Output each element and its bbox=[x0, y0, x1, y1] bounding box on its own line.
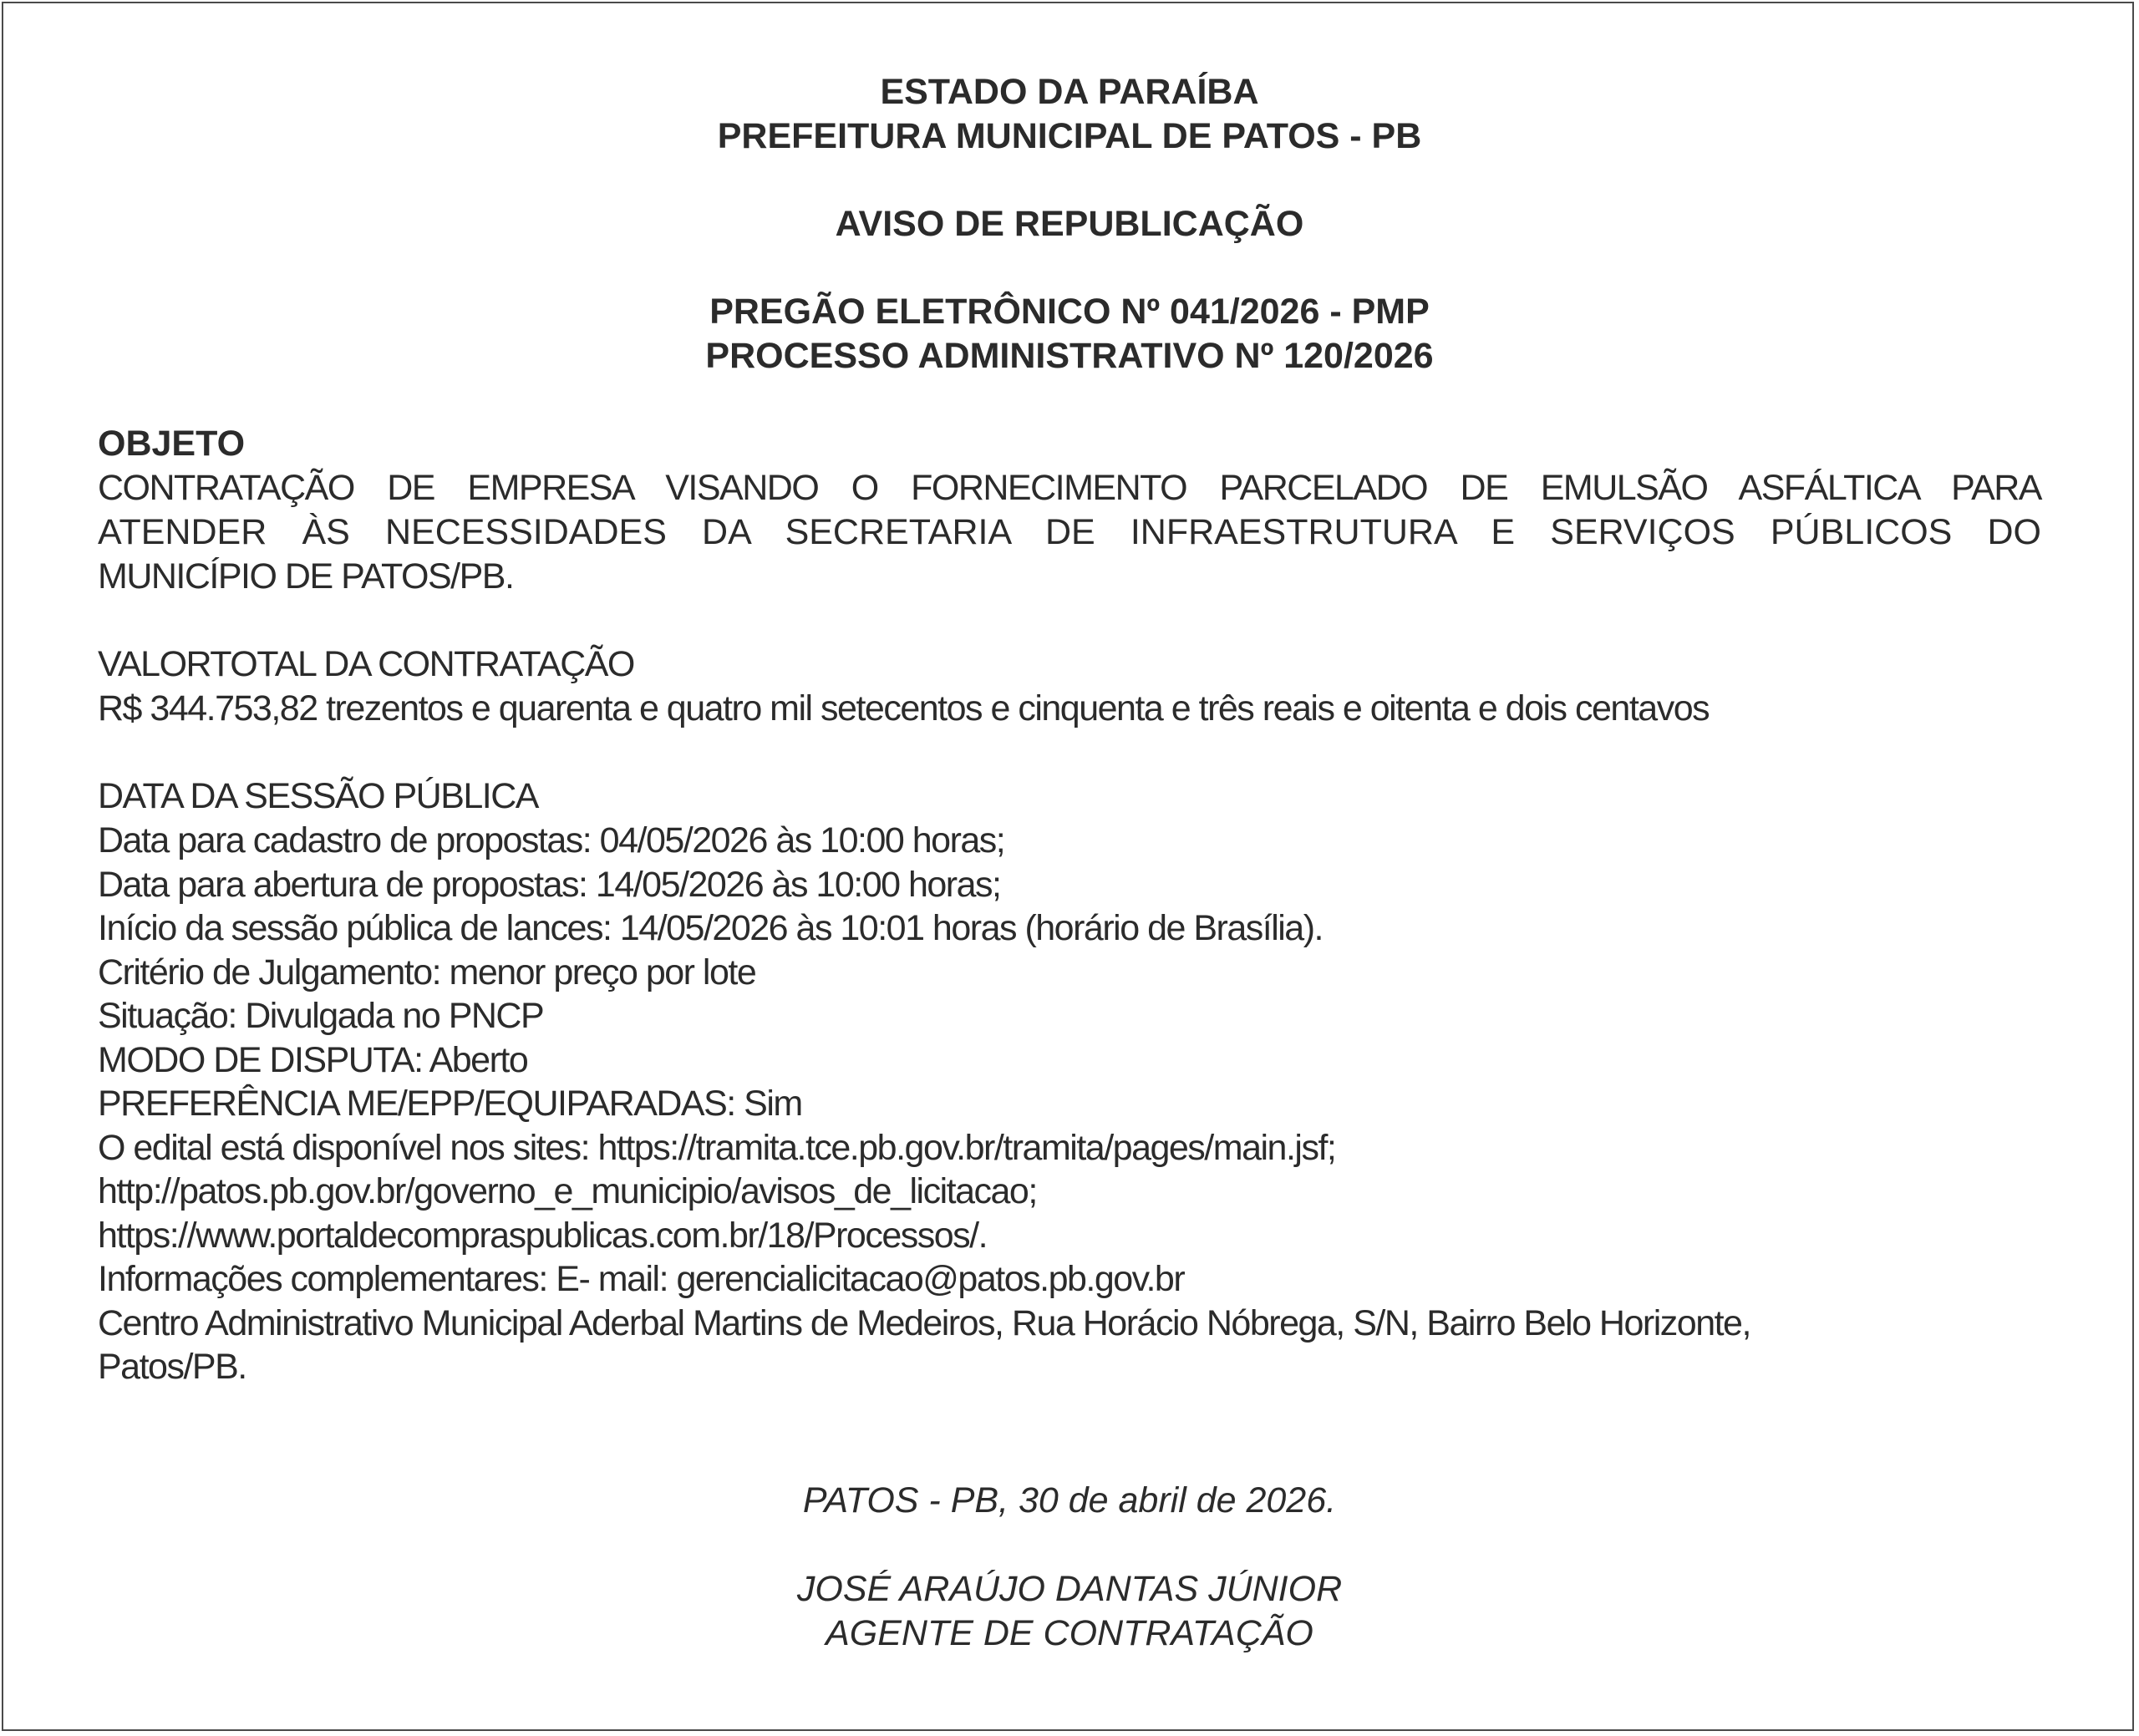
sessao-line: Critério de Julgamento: menor preço por lote bbox=[98, 952, 756, 992]
valor-text: R$ 344.753,82 trezentos e quarenta e quatro mil setecentos e cinquenta e três reais e oitenta e dois centavos bbox=[98, 688, 1710, 728]
processo-number: PROCESSO ADMINISTRATIVO Nº 120/2026 bbox=[705, 336, 1434, 376]
place-date: PATOS - PB, 30 de abril de 2026. bbox=[802, 1480, 1337, 1520]
sessao-line: PREFERÊNCIA ME/EPP/EQUIPARADAS: Sim bbox=[98, 1084, 802, 1124]
signer-name: JOSÉ ARAÚJO DANTAS JÚNIOR bbox=[796, 1569, 1343, 1609]
sessao-line: https://www.portaldecompraspublicas.com.br/18/Processos/. bbox=[98, 1216, 988, 1256]
sessao-line: Situação: Divulgada no PNCP bbox=[98, 996, 544, 1036]
sessao-line: O edital está disponível nos sites: https://tramita.tce.pb.gov.br/tramita/pages/main.jsf; bbox=[98, 1128, 1336, 1168]
signer-role: AGENTE DE CONTRATAÇÃO bbox=[826, 1613, 1313, 1653]
objeto-line-3: MUNICÍPIO DE PATOS/PB. bbox=[98, 556, 514, 596]
sessao-heading: DATA DA SESSÃO PÚBLICA bbox=[98, 776, 538, 816]
objeto-line-1: CONTRATAÇÃO DE EMPRESA VISANDO O FORNECIMENTO PARCELADO DE EMULSÃO ASFÁLTICA PARA bbox=[98, 468, 2041, 508]
valor-heading: VALORTOTAL DA CONTRATAÇÃO bbox=[98, 644, 634, 684]
sessao-line: http://patos.pb.gov.br/governo_e_municipio/avisos_de_licitacao; bbox=[98, 1171, 1037, 1211]
sessao-line: Centro Administrativo Municipal Aderbal Martins de Medeiros, Rua Horácio Nóbrega, S/N, Bairro Belo Horizonte, bbox=[98, 1303, 1750, 1343]
notice-title: AVISO DE REPUBLICAÇÃO bbox=[835, 204, 1304, 244]
objeto-line-2: ATENDER ÀS NECESSIDADES DA SECRETARIA DE INFRAESTRUTURA E SERVIÇOS PÚBLICOS DO bbox=[98, 512, 2041, 552]
sessao-line: Data para cadastro de propostas: 04/05/2026 às 10:00 horas; bbox=[98, 820, 1005, 860]
objeto-heading: OBJETO bbox=[98, 424, 246, 464]
sessao-line: Patos/PB. bbox=[98, 1347, 246, 1387]
header-municipality: PREFEITURA MUNICIPAL DE PATOS - PB bbox=[717, 116, 1422, 156]
sessao-line: Data para abertura de propostas: 14/05/2026 às 10:00 horas; bbox=[98, 865, 1001, 905]
header-state: ESTADO DA PARAÍBA bbox=[880, 72, 1259, 112]
sessao-line: Informações complementares: E- mail: gerencialicitacao@patos.pb.gov.br bbox=[98, 1259, 1185, 1299]
sessao-line: MODO DE DISPUTA: Aberto bbox=[98, 1040, 528, 1080]
pregao-number: PREGÃO ELETRÔNICO Nº 041/2026 - PMP bbox=[709, 292, 1430, 332]
sessao-line: Início da sessão pública de lances: 14/05/2026 às 10:01 horas (horário de Brasília). bbox=[98, 908, 1323, 948]
